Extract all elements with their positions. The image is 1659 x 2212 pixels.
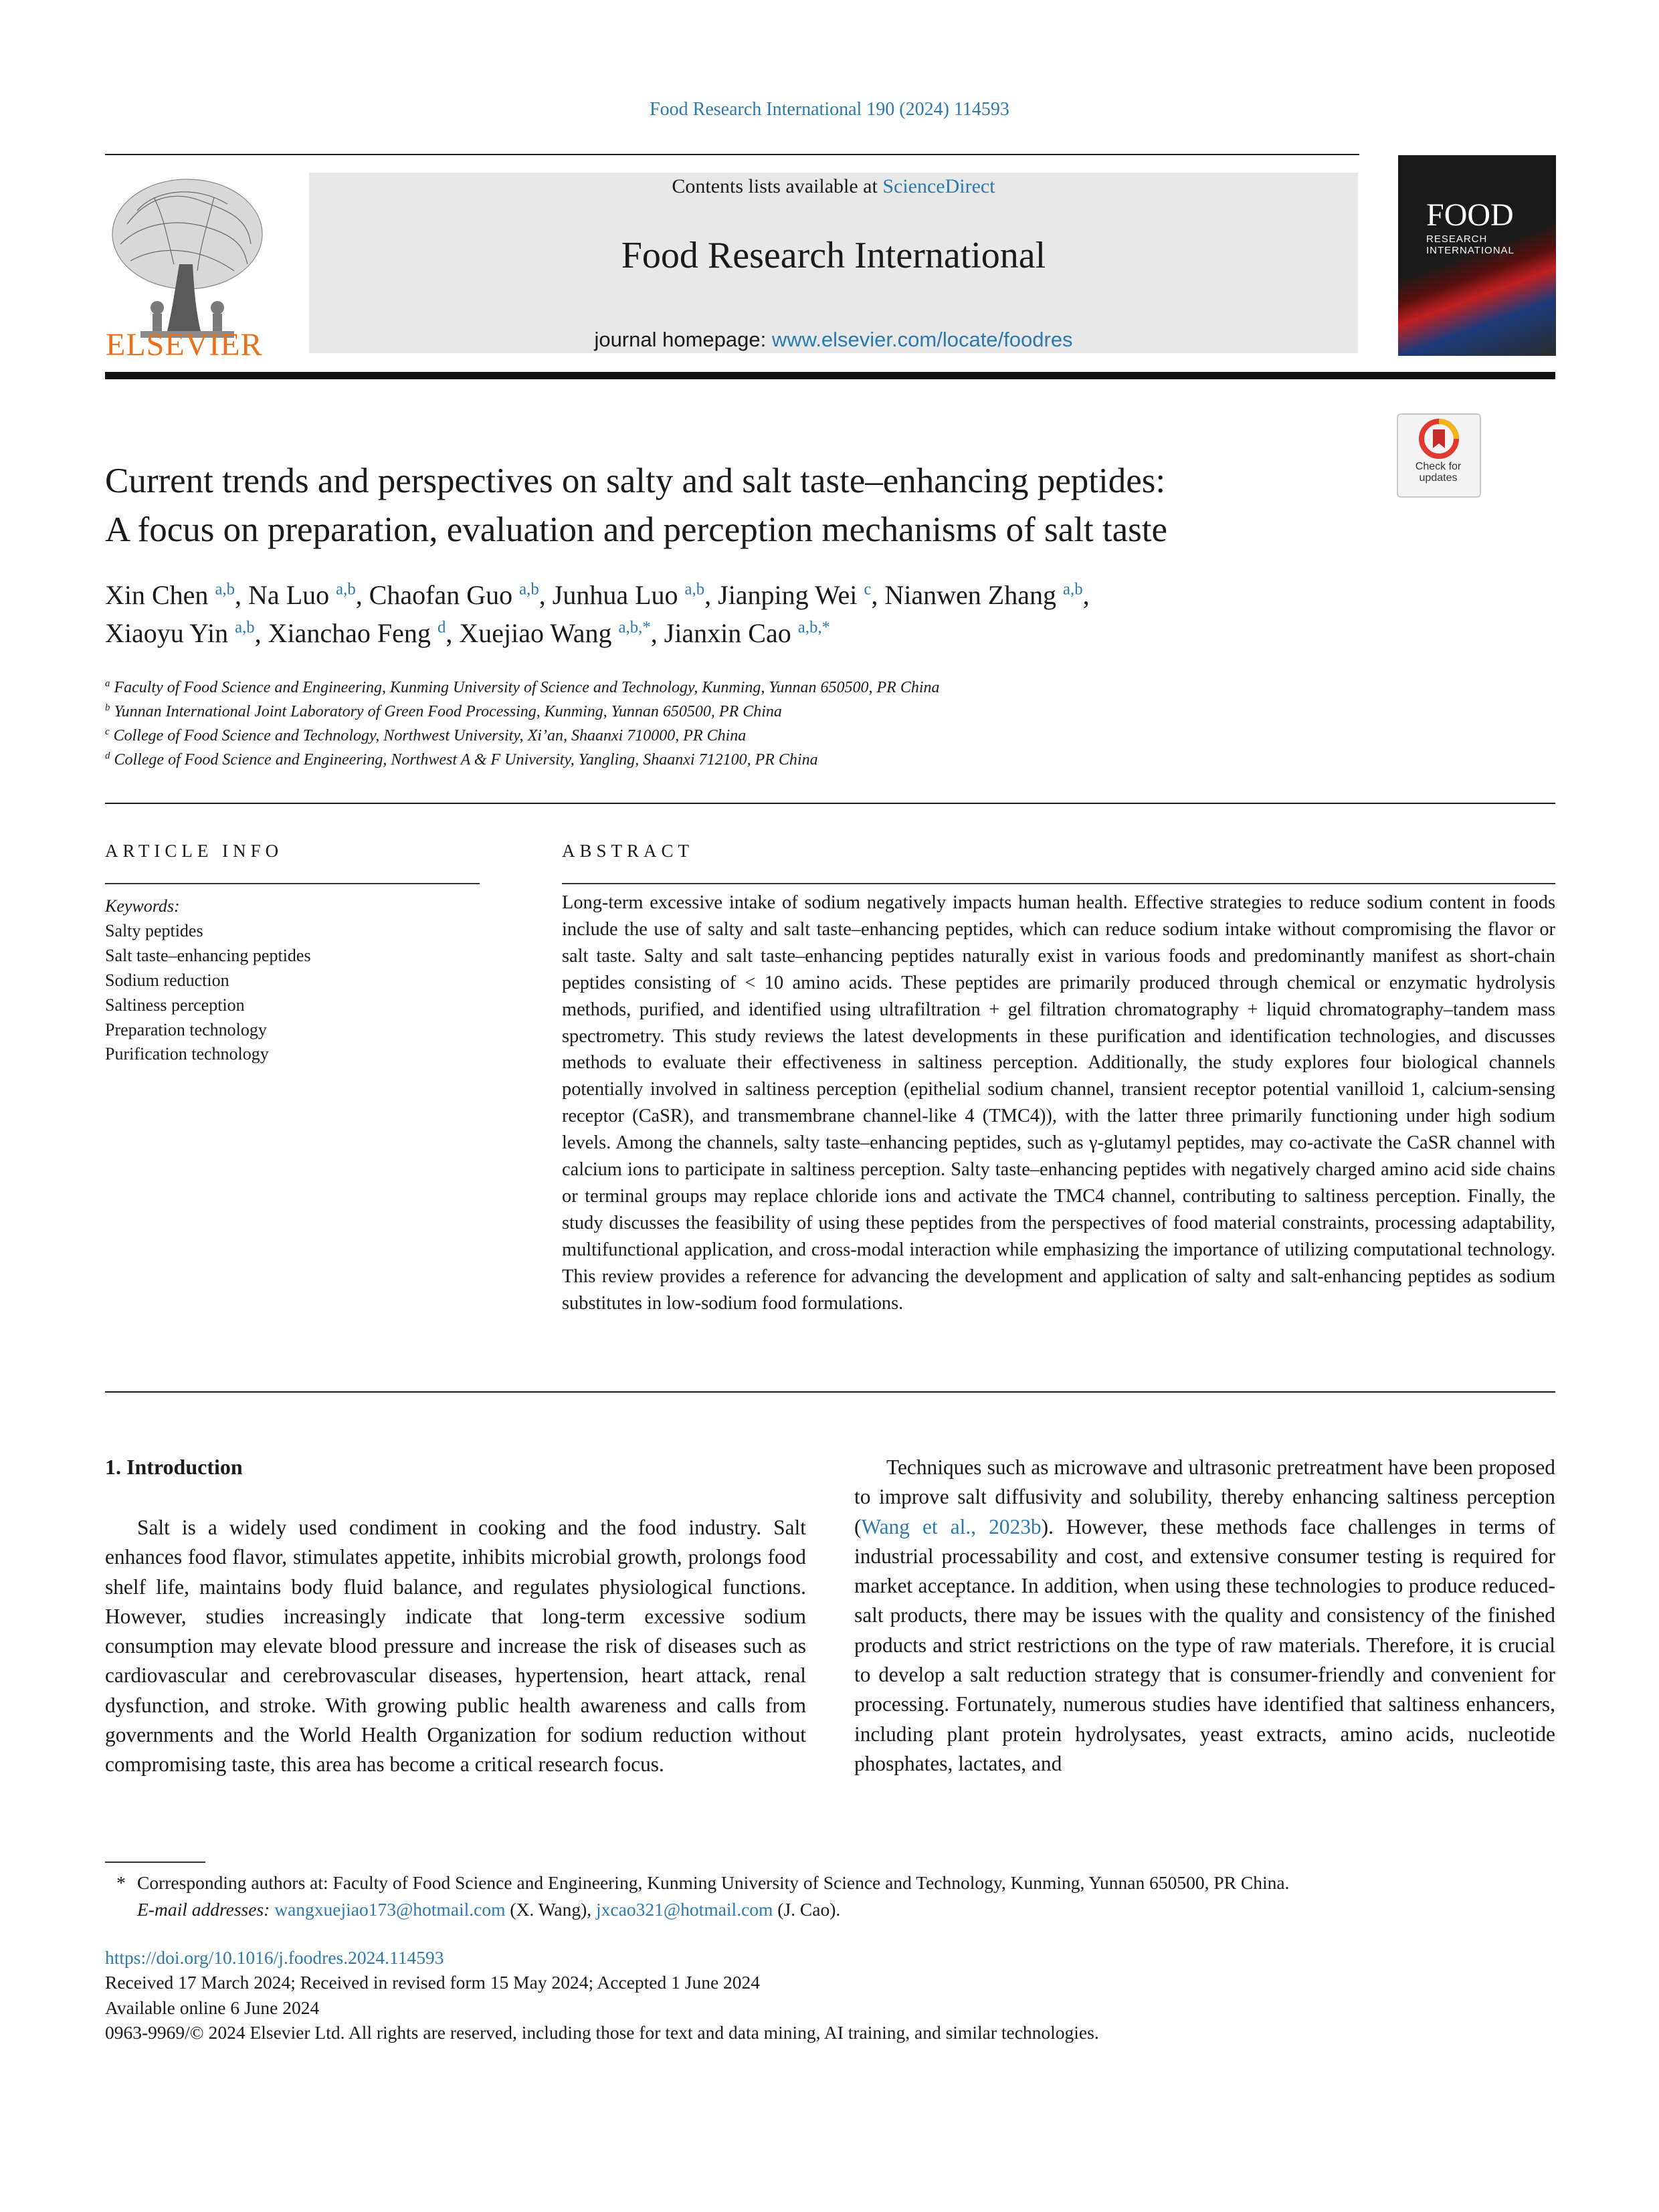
affiliation-text: College of Food Science and Engineering, Northwest A & F University, Yangling, Shaanxi 712100, PR China (114, 751, 818, 769)
keyword-item: Preparation technology (105, 1019, 267, 1039)
author-name[interactable]: Xin Chen (105, 580, 209, 610)
corresponding-author-footnote (105, 1870, 1555, 1923)
affiliation-text: Faculty of Food Science and Engineering, Kunming University of Science and Technology, Kunming, Yunnan 650500, PR China (114, 679, 940, 696)
keyword-item: Salt taste–enhancing peptides (105, 945, 311, 965)
author-affil-sup[interactable]: a,b (336, 580, 356, 599)
author-name[interactable]: Jianping Wei (718, 580, 858, 610)
affiliation-key: b (105, 702, 110, 713)
email-owner: (J. Cao). (777, 1898, 841, 1920)
intro-paragraph-right (854, 1453, 1555, 1779)
publication-info (105, 1945, 1555, 2045)
available-online: Available online 6 June 2024 (105, 1997, 320, 2018)
keyword-item: Purification technology (105, 1044, 269, 1064)
footnote-text: Corresponding authors at: Faculty of Food Science and Engineering, Kunming University of Science and Technology, Kunming, Yunnan 650500, PR China. (137, 1872, 1290, 1893)
article-title (105, 457, 1376, 555)
author-list: Xin Chen $^{a,b}$, Na Luo $^{a,b}$, Chaofan Guo $^{a,b}$, Junhua Luo $^{a,b}$, Jianping Wei $^c$, Nianwen Zhang $^{a,b}$, Xiaoyu Yin $^{a,b}$, Xianchao Feng $^d$, Xuejiao Wang $^{a,b,*}$, Jianxin Cao $^{a,b,*}$ (105, 580, 1090, 648)
author-name[interactable]: Junhua Luo (552, 580, 678, 610)
journal-homepage-link[interactable]: www.elsevier.com/locate/foodres (771, 328, 1073, 351)
affiliation-text: Yunnan International Joint Laboratory of Green Food Processing, Kunming, Yunnan 650500, PR China (114, 703, 782, 720)
title-line-2: A focus on preparation, evaluation and perception mechanisms of salt taste (105, 510, 1168, 550)
doi-link[interactable]: https://doi.org/10.1016/j.foodres.2024.114593 (105, 1947, 444, 1968)
email-line (105, 1896, 1555, 1923)
author-affil-sup[interactable]: a,b (235, 618, 255, 637)
affiliation-item (105, 700, 1510, 724)
check-for-updates-button[interactable] (1397, 413, 1481, 498)
keyword-item: Sodium reduction (105, 970, 229, 990)
author-affil-sup[interactable]: a,b (1062, 580, 1083, 599)
author-name[interactable]: Xuejiao Wang (459, 617, 612, 648)
affiliation-key: c (105, 726, 110, 737)
received-dates: Received 17 March 2024; Received in revised form 15 May 2024; Accepted 1 June 2024 (105, 1972, 761, 1993)
author-affil-sup[interactable]: a,b (215, 580, 235, 599)
affiliation-item (105, 676, 1510, 700)
article-info-rule (105, 883, 480, 884)
affiliation-key: d (105, 750, 110, 761)
paragraph-text: Techniques such as microwave and ultrasonic pretreatment have been proposed to improve salt diffusivity and solubility, thereby enhancing saltiness perception ( (854, 1455, 1555, 1538)
journal-name: Food Research International (621, 235, 1046, 276)
abstract-bottom-rule (105, 1391, 1555, 1393)
email-link[interactable]: wangxuejiao173@hotmail.com (274, 1898, 506, 1920)
cover-subtitle: RESEARCH INTERNATIONAL (1426, 233, 1515, 256)
author-affil-sup[interactable]: a,b (684, 580, 705, 599)
abstract-rule (562, 883, 1555, 884)
affiliation-list (105, 676, 1510, 772)
footnote-rule (105, 1862, 205, 1863)
footnote-marker: * (116, 1872, 126, 1893)
email-link[interactable]: jxcao321@hotmail.com (596, 1898, 773, 1920)
affiliation-text: College of Food Science and Technology, Northwest University, Xi’an, Shaanxi 710000, PR China (113, 727, 747, 744)
journal-homepage-line (309, 328, 1358, 352)
author-affil-sup[interactable]: d (437, 618, 446, 637)
citation-link[interactable]: Wang et al., 2023b (861, 1514, 1042, 1538)
author-name[interactable]: Jianxin Cao (664, 617, 791, 648)
keywords-label: Keywords: (105, 896, 180, 916)
affiliation-bottom-rule (105, 803, 1555, 804)
keyword-item: Saltiness perception (105, 995, 245, 1015)
paragraph-text: ). However, these methods face challenges in terms of industrial processability and cost, and extensive consumer testing is required for market acceptance. In addition, when using these technologies to produce reduced-salt products, there may be issues with the quality and consistency of the finished products and strict restrictions on the type of raw materials. Therefore, it is crucial to develop a salt reduction strategy that is consumer-friendly and convenient for processing. Fortunately, numerous studies have identified that saltiness enhancers, including plant protein hydrolysates, yeast extracts, amino acids, nucleotide phosphates, lactates, and (854, 1514, 1555, 1775)
bookmark-icon (1398, 415, 1480, 462)
section-heading-introduction: 1. Introduction (105, 1455, 243, 1479)
keyword-item: Salty peptides (105, 920, 203, 940)
homepage-prefix: journal homepage: (594, 328, 772, 351)
author-name[interactable]: Na Luo (248, 580, 330, 610)
header-thick-rule (105, 372, 1555, 379)
author-name[interactable]: Xianchao Feng (268, 617, 431, 648)
author-affil-sup[interactable]: c (864, 580, 872, 599)
title-line-1: Current trends and perspectives on salty and salt taste–enhancing peptides: (105, 462, 1166, 500)
cover-title: FOOD (1426, 197, 1514, 233)
email-owner: (X. Wang), (510, 1898, 592, 1920)
author-name[interactable]: Nianwen Zhang (884, 580, 1056, 610)
header-top-rule (105, 154, 1359, 155)
journal-citation[interactable]: Food Research International 190 (2024) 114593 (650, 99, 1009, 120)
copyright-notice: 0963-9969/© 2024 Elsevier Ltd. All rights are reserved, including those for text and data mining, AI training, and similar technologies. (105, 2022, 1099, 2043)
contents-prefix: Contents lists available at (672, 175, 883, 197)
affiliation-item (105, 724, 1510, 748)
author-affil-sup[interactable]: a,b,* (797, 618, 830, 637)
author-name[interactable]: Xiaoyu Yin (105, 617, 229, 648)
affiliation-item (105, 748, 1510, 772)
author-name[interactable]: Chaofan Guo (369, 580, 513, 610)
sciencedirect-link[interactable]: ScienceDirect (882, 175, 995, 197)
author-affil-sup[interactable]: a,b,* (618, 618, 651, 637)
elsevier-wordmark: ELSEVIER (106, 327, 263, 363)
author-affil-sup[interactable]: a,b (519, 580, 539, 599)
affiliation-key: a (105, 678, 110, 689)
intro-paragraph-left: Salt is a widely used condiment in cooking and the food industry. Salt enhances food flavor, stimulates appetite, inhibits microbial growth, prolongs food shelf life, maintains body fluid balance, and regulates physiological functions. However, studies increasingly indicate that long-term excessive sodium consumption may elevate blood pressure and increase the risk of diseases such as cardiovascular and cerebrovascular diseases, hypertension, heart attack, renal dysfunction, and stroke. With growing public health awareness and calls from governments and the World Health Organization for sodium reduction without compromising taste, this area has become a critical research focus. (105, 1516, 806, 1777)
keywords-block (105, 894, 480, 1067)
email-label: E-mail addresses: (137, 1898, 270, 1920)
abstract-heading: ABSTRACT (562, 841, 694, 861)
abstract-text: Long-term excessive intake of sodium negatively impacts human health. Effective strategies to reduce sodium content in foods include the use of salty and salt taste–enhancing peptides, which can reduce sodium intake without compromising the flavor or salt taste. Salty and salt taste–enhancing peptides naturally exist in various foods and predominantly manifest as short-chain peptides consisting of < 10 amino acids. These peptides are primarily produced through chemical or enzymatic hydrolysis methods, purified, and identified using ultrafiltration + gel filtration chromatography + liquid chromatography–tandem mass spectrometry. This study reviews the latest developments in these purification and identification technologies, and discusses methods to evaluate their effectiveness in saltiness perception. Additionally, the study explores four biological channels potentially involved in saltiness perception (epithelial sodium channel, transient receptor potential vanilloid 1, calcium-sensing receptor (CaSR), and transmembrane channel-like 4 (TMC4)), with the latter three primarily functioning under high sodium levels. Among the channels, salty taste–enhancing peptides, such as γ-glutamyl peptides, may co-activate the CaSR channel with calcium ions to participate in saltiness perception. Salty taste–enhancing peptides with negatively charged amino acid side chains or terminal groups may replace chloride ions and activate the TMC4 channel, contributing to saltiness perception. Finally, the study discusses the feasibility of using these peptides from the perspectives of food material constraints, processing adaptability, multifunctional application, and cross-modal interaction while emphasizing the importance of utilizing computational technology. This review provides a reference for advancing the development and application of salty and salt-enhancing peptides as sodium substitutes in low-sodium food formulations. (562, 892, 1555, 1314)
contents-available-line (309, 175, 1358, 198)
check-for-updates-label: Check for updates (1415, 461, 1462, 484)
article-info-heading: ARTICLE INFO (105, 841, 284, 861)
